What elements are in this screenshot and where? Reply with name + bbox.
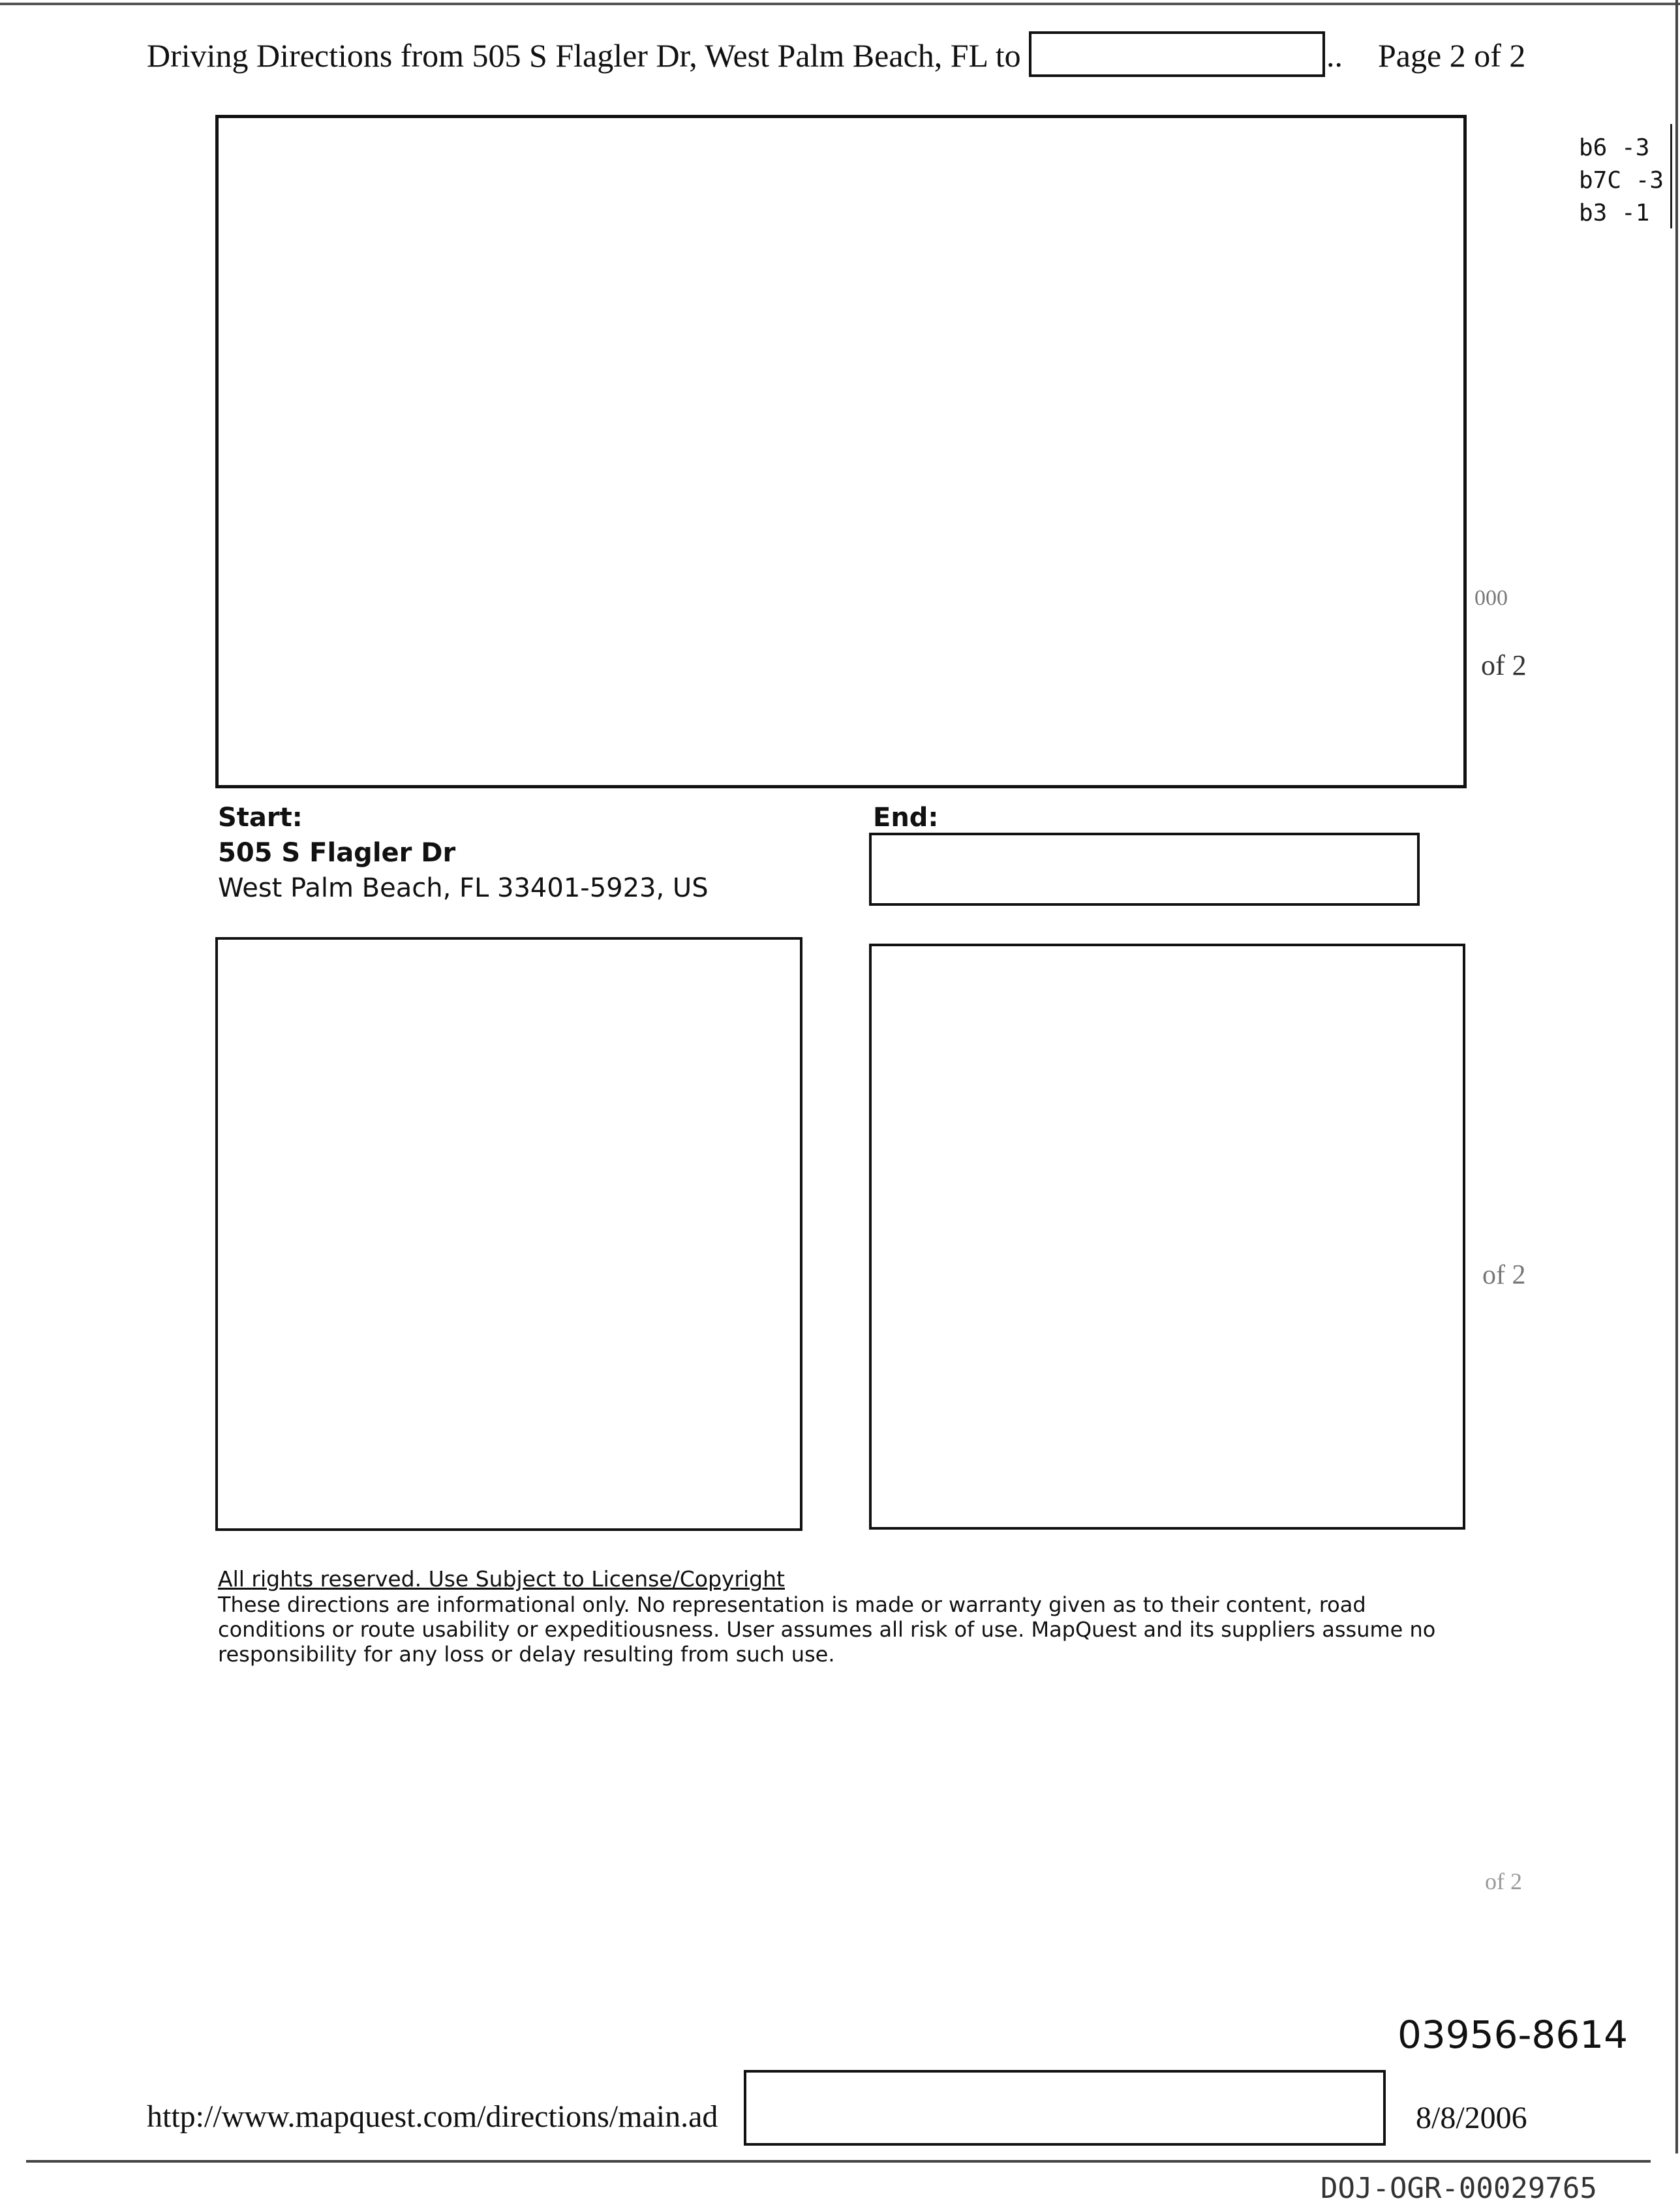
redaction-end-address <box>869 833 1420 906</box>
start-label: Start: <box>218 803 303 833</box>
footer-url: http://www.mapquest.com/directions/main.ad <box>147 2099 718 2134</box>
bates-number: DOJ-OGR-00029765 <box>1321 2172 1597 2205</box>
document-number: 03956-8614 <box>1397 2013 1628 2057</box>
start-street: 505 S Flagler Dr <box>218 838 456 868</box>
copyright-link[interactable]: All rights reserved. Use Subject to License/Copyright <box>218 1566 785 1592</box>
margin-mark: of 2 <box>1482 1260 1526 1290</box>
exemption-bracket <box>1670 124 1672 228</box>
exemption-code: b3 -1 <box>1579 200 1650 226</box>
top-scan-edge <box>0 3 1680 5</box>
start-city: West Palm Beach, FL 33401-5923, US <box>218 873 709 903</box>
margin-mark: of 2 <box>1481 649 1527 681</box>
redaction-footer-url <box>744 2070 1386 2146</box>
right-scan-edge <box>1675 0 1678 2153</box>
start-map-redacted <box>215 937 802 1531</box>
margin-mark: 000 <box>1474 586 1508 610</box>
page-header-ellipsis: .. <box>1326 37 1343 74</box>
footer-date: 8/8/2006 <box>1416 2101 1527 2135</box>
page-number: Page 2 of 2 <box>1378 37 1526 74</box>
exemption-code: b7C -3 <box>1579 167 1664 194</box>
end-map-redacted <box>869 944 1465 1530</box>
route-map-redacted <box>215 115 1467 788</box>
exemption-codes <box>1579 132 1664 230</box>
bottom-scan-edge <box>26 2160 1651 2163</box>
margin-mark: of 2 <box>1485 1868 1522 1894</box>
page-header-title: Driving Directions from 505 S Flagler Dr, West Palm Beach, FL to <box>147 37 1021 74</box>
redaction-header-destination <box>1029 31 1325 77</box>
exemption-code: b6 -3 <box>1579 134 1650 161</box>
disclaimer-text: These directions are informational only. No representation is made or warranty given as to their content, road conditions or route usability or expeditiousness. User assumes all risk of use. MapQuest and its suppliers assume no responsibility for any loss or delay resulting from such use. <box>218 1592 1436 1667</box>
end-label: End: <box>873 803 939 833</box>
